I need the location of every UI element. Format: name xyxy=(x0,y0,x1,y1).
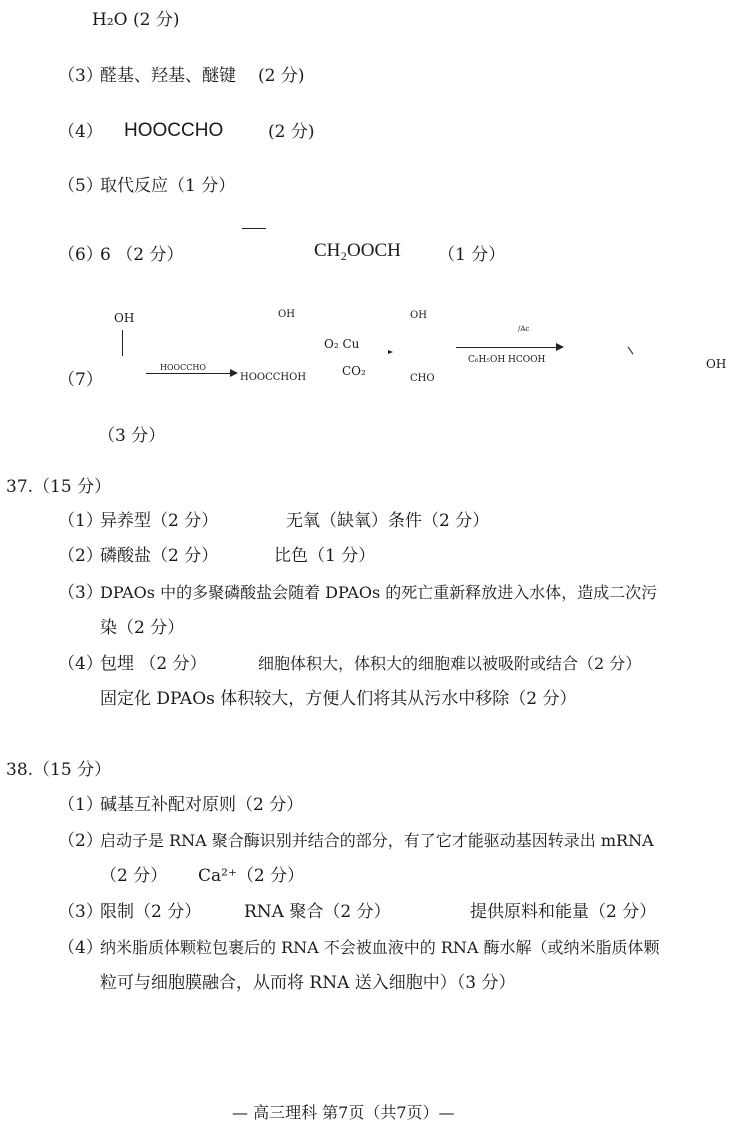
answer-37-2-number: （2） xyxy=(58,546,103,566)
route-oh-1: OH xyxy=(114,311,135,325)
answer-36-6-score: （1 分） xyxy=(438,245,506,265)
route-arrow-1 xyxy=(146,373,230,374)
route-oh-4: OH xyxy=(706,357,727,371)
answer-36-6-text: 6 （2 分） xyxy=(100,245,184,265)
answer-37-2-b: 比色（1 分） xyxy=(274,546,376,566)
answer-37-2-a: 磷酸盐（2 分） xyxy=(100,546,219,566)
route-reagent-2: O₂ Cu xyxy=(324,337,360,351)
answer-38-4-a: 纳米脂质体颗粒包裹后的 RNA 不会被血液中的 RNA 酶水解（或纳米脂质体颗 xyxy=(100,938,660,957)
answer-36-4-formula: HOOCCHO xyxy=(124,120,224,141)
route-reagent-1: HOOCCHO xyxy=(160,363,206,372)
answer-38-4-number: （4） xyxy=(58,938,103,958)
answer-38-4-cont: 粒可与细胞膜融合，从而将 RNA 送入细胞中）（3 分） xyxy=(100,973,516,993)
route-cho: CHO xyxy=(410,373,435,384)
route-product-1: HOOCCHOH xyxy=(240,372,307,383)
answer-36-6-number: （6） xyxy=(58,245,103,265)
route-arrow-3-head xyxy=(556,343,564,351)
route-reagent-3: C₆H₅OH HCOOH xyxy=(468,355,546,365)
answer-37-1-number: （1） xyxy=(58,511,103,531)
answer-37-1-b: 无氧（缺氧）条件（2 分） xyxy=(286,511,490,531)
route-bond-2 xyxy=(628,347,634,355)
answer-36-7-score: （3 分） xyxy=(98,426,166,446)
route-arrow-1-head xyxy=(230,369,238,377)
answer-36-3-score: (2 分) xyxy=(258,66,305,86)
route-arrow-3 xyxy=(456,347,556,348)
answer-37-4-a: 包埋 （2 分） xyxy=(100,654,207,674)
question-38-title: 38.（15 分） xyxy=(6,760,112,780)
route-bond-1 xyxy=(122,330,123,356)
answer-38-3-b: RNA 聚合（2 分） xyxy=(244,902,391,922)
answer-38-3-number: （3） xyxy=(58,902,103,922)
answer-36-4-score: (2 分) xyxy=(268,122,315,142)
page-footer: — 高三理科 第7页（共7页）— xyxy=(232,1103,455,1122)
answer-37-3-cont: 染（2 分） xyxy=(100,618,185,638)
route-top-3: /Ac xyxy=(518,325,530,333)
answer-37-1-a: 异养型（2 分） xyxy=(100,511,219,531)
answer-38-3-c: 提供原料和能量（2 分） xyxy=(470,902,657,922)
answer-36-7-number: （7） xyxy=(58,370,103,390)
answer-36-6-formula: CH₂OOCH xyxy=(314,240,401,261)
route-oh-2: OH xyxy=(278,309,295,320)
question-37-title: 37.（15 分） xyxy=(6,477,112,497)
answer-38-2-cont-a: （2 分） xyxy=(100,866,168,886)
answer-38-1-number: （1） xyxy=(58,795,103,815)
answer-38-2-cont-b: Ca²⁺（2 分） xyxy=(198,866,305,886)
answer-36-3-number: （3） xyxy=(58,66,103,86)
answer-37-3-a: DPAOs 中的多聚磷酸盐会随着 DPAOs 的死亡重新释放进入水体，造成二次污 xyxy=(100,583,658,602)
answer-36-5-text: 取代反应（1 分） xyxy=(100,176,236,196)
answer-37-4-b: 细胞体积大，体积大的细胞难以被吸附或结合（2 分） xyxy=(258,654,642,673)
route-arrow-2-head xyxy=(388,350,393,354)
answer-38-3-a: 限制（2 分） xyxy=(100,902,202,922)
answer-37-3-number: （3） xyxy=(58,583,103,603)
route-oh-3: OH xyxy=(410,310,427,321)
answer-38-2-a: 启动子是 RNA 聚合酶识别并结合的部分，有了它才能驱动基因转录出 mRNA xyxy=(100,831,654,850)
answer-38-1-a: 碱基互补配对原则（2 分） xyxy=(100,795,304,815)
answer-38-2-number: （2） xyxy=(58,831,103,851)
answer-36-5-number: （5） xyxy=(58,176,103,196)
structure-bond-line xyxy=(242,228,266,229)
answer-37-4-cont: 固定化 DPAOs 体积较大，方便人们将其从污水中移除（2 分） xyxy=(100,689,577,709)
answer-h2o: H₂O (2 分) xyxy=(92,10,180,30)
route-co2: CO₂ xyxy=(342,364,366,378)
answer-37-4-number: （4） xyxy=(58,654,103,674)
answer-36-4-number: （4） xyxy=(58,122,103,142)
answer-36-3-text: 醛基、羟基、醚键 xyxy=(100,66,236,86)
